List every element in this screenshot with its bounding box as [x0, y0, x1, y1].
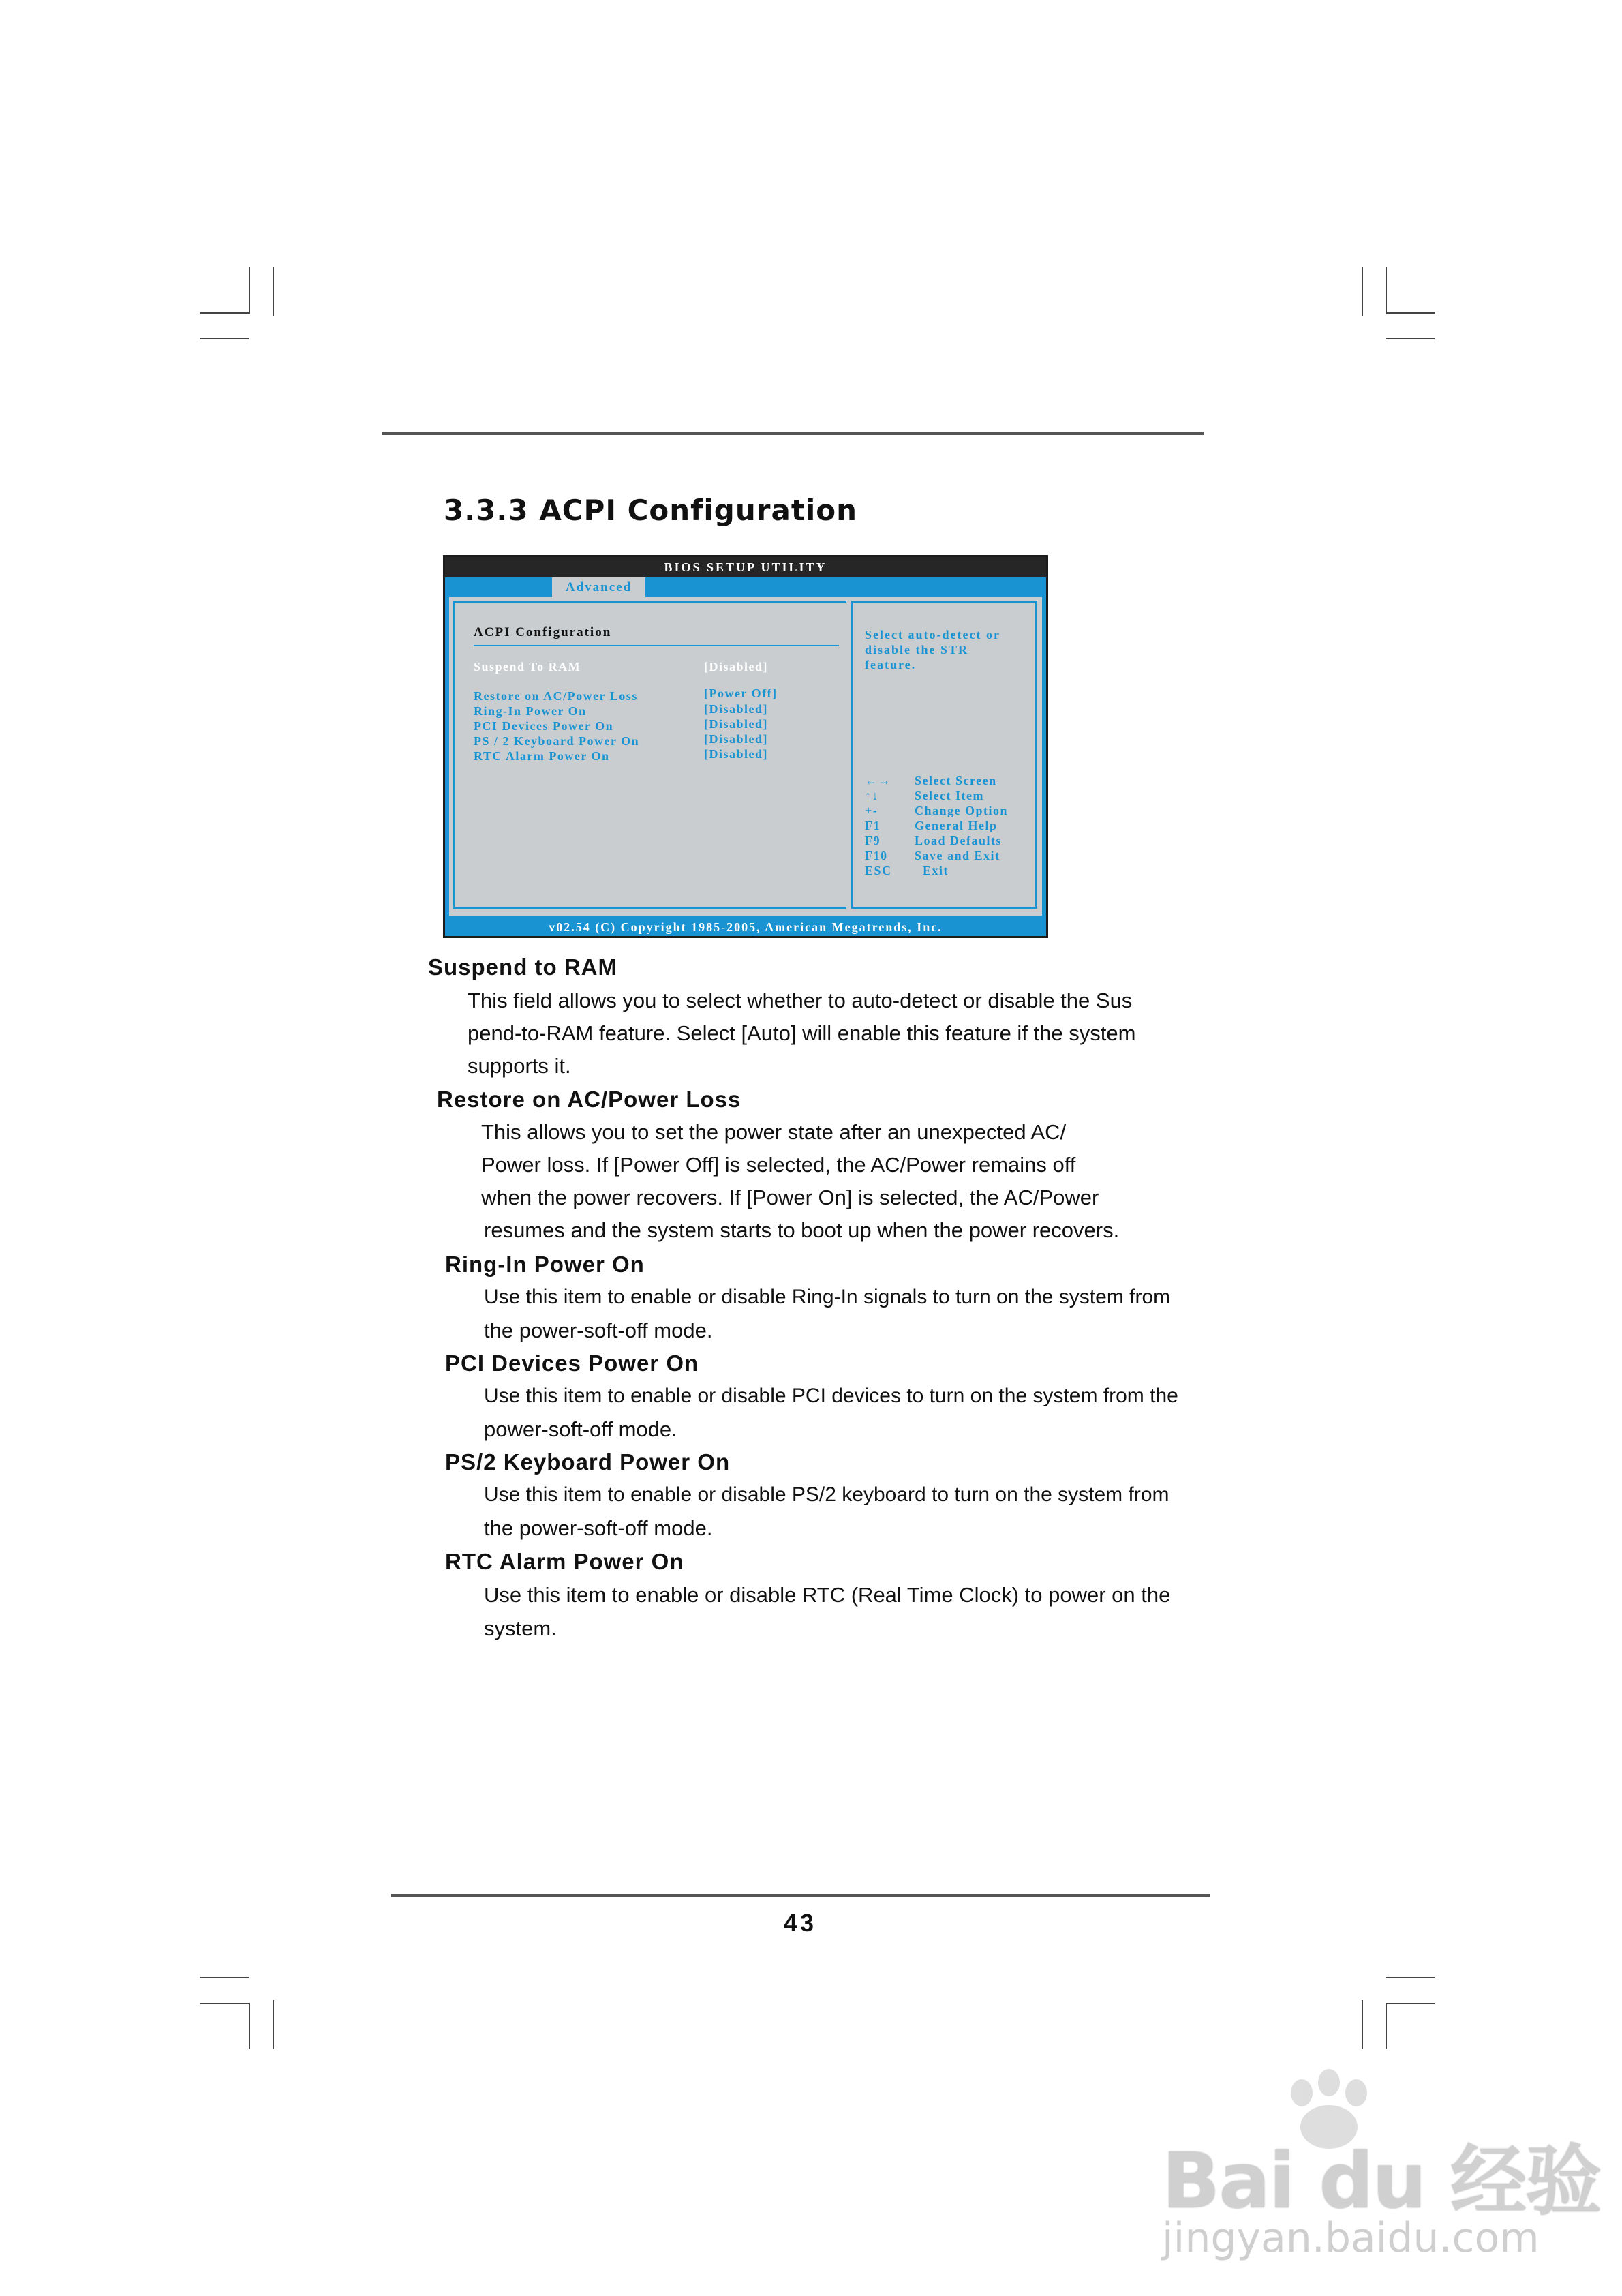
- bios-item-suspend-to-ram[interactable]: Suspend To RAM: [474, 660, 581, 674]
- crop-mark: [200, 2003, 249, 2004]
- paragraph-line: supports it.: [468, 1054, 571, 1078]
- crop-mark: [1386, 312, 1435, 314]
- watermark-url: jingyan.baidu.com: [1162, 2214, 1540, 2262]
- paragraph-line: Power loss. If [Power Off] is selected, the AC/Power remains off: [481, 1153, 1076, 1177]
- crop-mark: [1362, 267, 1363, 316]
- bios-value-pci-devices-power-on[interactable]: [Disabled]: [704, 717, 769, 731]
- heading-rtc-alarm-power-on: RTC Alarm Power On: [445, 1549, 684, 1574]
- paragraph-line: the power-soft-off mode.: [484, 1318, 713, 1342]
- bios-copyright: v02.54 (C) Copyright 1985-2005, American Megatrends, Inc.: [549, 920, 943, 934]
- crop-mark: [1386, 2003, 1387, 2049]
- paragraph-line: the power-soft-off mode.: [484, 1516, 713, 1540]
- bios-key-desc: Save and Exit: [915, 849, 1000, 862]
- bios-item-ps2-keyboard-power-on[interactable]: PS / 2 Keyboard Power On: [474, 734, 640, 748]
- crop-mark: [200, 1977, 249, 1978]
- bios-item-restore-power-loss[interactable]: Restore on AC/Power Loss: [474, 689, 638, 703]
- bios-key: F9: [865, 834, 881, 847]
- bios-help-line: feature.: [865, 658, 917, 671]
- bios-item-pci-devices-power-on[interactable]: PCI Devices Power On: [474, 719, 614, 733]
- bios-key: ESC: [865, 864, 892, 877]
- bios-key-desc: Load Defaults: [915, 834, 1003, 847]
- bios-help-line: disable the STR: [865, 643, 969, 656]
- heading-ps2-keyboard-power-on: PS/2 Keyboard Power On: [445, 1449, 731, 1475]
- crop-mark: [273, 267, 274, 316]
- footer-rule: [391, 1894, 1210, 1897]
- watermark-brand: Bai du 经验: [1162, 2137, 1601, 2226]
- bios-key-desc: Select Item: [915, 789, 984, 802]
- bios-panel: [449, 597, 1042, 916]
- heading-pci-devices-power-on: PCI Devices Power On: [445, 1350, 699, 1376]
- bios-key-desc: Exit: [923, 864, 949, 877]
- bios-title: BIOS SETUP UTILITY: [445, 557, 1046, 577]
- bios-help-text: [865, 627, 1000, 672]
- bios-value-restore-power-loss[interactable]: [Power Off]: [704, 686, 778, 700]
- paragraph-line: pend-to-RAM feature. Select [Auto] will enable this feature if the system: [468, 1021, 1136, 1045]
- header-rule: [382, 432, 1204, 435]
- crop-mark: [200, 338, 249, 339]
- crop-mark: [273, 2000, 274, 2049]
- paragraph-line: resumes and the system starts to boot up when the power recovers.: [484, 1218, 1120, 1242]
- paragraph-line: Use this item to enable or disable Ring-In signals to turn on the system from: [484, 1286, 1171, 1308]
- bios-value-ps2-keyboard-power-on[interactable]: [Disabled]: [704, 732, 769, 746]
- bios-key: F1: [865, 819, 881, 832]
- crop-mark: [249, 2003, 250, 2049]
- bios-key-desc: General Help: [915, 819, 998, 832]
- heading-suspend-to-ram: Suspend to RAM: [428, 954, 617, 980]
- paragraph-line: This allows you to set the power state after an unexpected AC/: [481, 1120, 1067, 1144]
- crop-mark: [1386, 1977, 1435, 1978]
- paragraph-line: Use this item to enable or disable PCI devices to turn on the system from the: [484, 1385, 1178, 1407]
- tab-advanced[interactable]: Advanced: [552, 577, 645, 597]
- bios-heading-underline: [474, 645, 839, 646]
- section-title: 3.3.3 ACPI Configuration: [444, 494, 858, 527]
- bios-key: +-: [865, 804, 878, 817]
- bios-key-desc: Change Option: [915, 804, 1009, 817]
- paragraph-line: system.: [484, 1616, 557, 1640]
- heading-restore-power-loss: Restore on AC/Power Loss: [437, 1087, 741, 1112]
- crop-mark: [1386, 338, 1435, 339]
- page-number: 43: [784, 1909, 817, 1937]
- bios-key: ←→: [865, 774, 891, 787]
- bios-value-rtc-alarm-power-on[interactable]: [Disabled]: [704, 747, 769, 761]
- paragraph-line: when the power recovers. If [Power On] is selected, the AC/Power: [481, 1185, 1099, 1209]
- paragraph-line: Use this item to enable or disable PS/2 keyboard to turn on the system from: [484, 1483, 1169, 1506]
- paragraph-line: power-soft-off mode.: [484, 1417, 677, 1441]
- bios-key: ↑↓: [865, 789, 879, 802]
- crop-mark: [200, 312, 249, 314]
- crop-mark: [249, 267, 250, 314]
- crop-mark: [1362, 2000, 1363, 2049]
- crop-mark: [1386, 267, 1387, 314]
- bios-help-line: Select auto-detect or: [865, 628, 1000, 641]
- paragraph-line: This field allows you to select whether to auto-detect or disable the Sus: [468, 988, 1133, 1012]
- bios-key-desc: Select Screen: [915, 774, 997, 787]
- bios-key: F10: [865, 849, 888, 862]
- bios-screenshot: [443, 555, 1048, 938]
- heading-ring-in-power-on: Ring-In Power On: [445, 1252, 645, 1277]
- crop-mark: [1386, 2003, 1435, 2004]
- paragraph-line: Use this item to enable or disable RTC (Real Time Clock) to power on the: [484, 1583, 1171, 1607]
- bios-value-ring-in-power-on[interactable]: [Disabled]: [704, 702, 769, 716]
- bios-heading: ACPI Configuration: [474, 625, 612, 639]
- bios-item-ring-in-power-on[interactable]: Ring-In Power On: [474, 704, 587, 718]
- bios-value-suspend-to-ram[interactable]: [Disabled]: [704, 660, 769, 674]
- bios-item-rtc-alarm-power-on[interactable]: RTC Alarm Power On: [474, 749, 610, 763]
